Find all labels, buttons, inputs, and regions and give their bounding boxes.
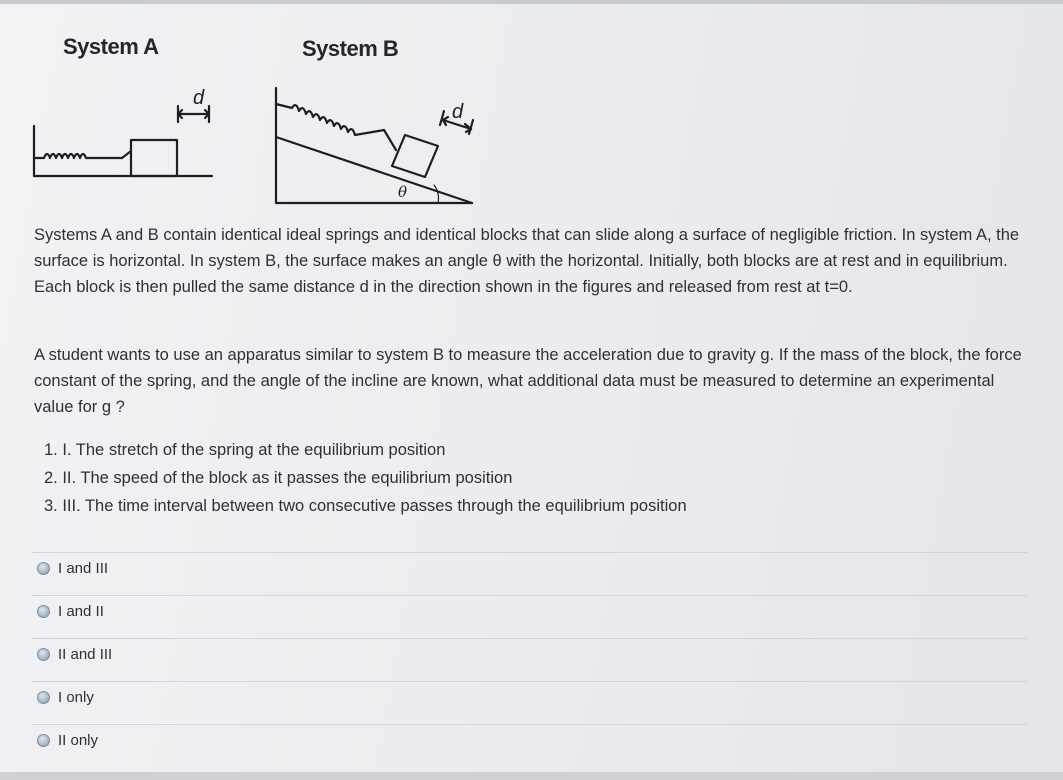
statement-list — [44, 436, 687, 520]
system-a-diagram — [34, 106, 212, 176]
system-a-d-label: d — [193, 87, 205, 109]
radio-button[interactable] — [37, 734, 50, 747]
radio-button[interactable] — [37, 562, 50, 575]
system-b-incline — [276, 137, 472, 203]
statement-item: 2. II. The speed of the block as it passes the equilibrium position — [44, 469, 513, 487]
answer-option[interactable] — [37, 686, 94, 708]
system-a-block — [131, 140, 177, 176]
system-b-d-label: d — [452, 101, 464, 123]
systems-figure — [0, 0, 1063, 215]
answer-option[interactable] — [37, 643, 112, 665]
answer-option[interactable] — [37, 729, 98, 751]
system-b-block — [392, 135, 438, 177]
system-a-spring — [34, 154, 122, 158]
option-divider — [32, 724, 1028, 725]
system-b-diagram — [276, 88, 473, 203]
system-b-angle-label: θ — [398, 183, 408, 201]
answer-option-label: II and III — [58, 645, 113, 663]
system-a-label: System A — [63, 34, 159, 59]
radio-button[interactable] — [37, 648, 50, 661]
radio-button[interactable] — [37, 605, 50, 618]
option-divider — [32, 638, 1028, 639]
answer-option[interactable] — [37, 600, 104, 622]
answer-option-label: II only — [58, 731, 99, 749]
answer-option-label: I and III — [58, 559, 109, 577]
answer-option-label: I and II — [58, 602, 104, 620]
statement-item: 3. III. The time interval between two consecutive passes through the equilibrium position — [44, 497, 687, 515]
option-divider — [32, 681, 1028, 682]
system-b-d-marker-left — [440, 111, 444, 125]
answer-option-label: I only — [58, 688, 94, 706]
option-divider — [32, 595, 1028, 596]
question-context-paragraph: Systems A and B contain identical ideal springs and identical blocks that can slide along a surface of negligible friction. In system A, the surface is horizontal. In system B, the surface makes an angle θ with the horizontal. Initially, both blocks are at rest and in equilibrium. Each block is then pulled the same distance d in the direction shown in the figures and released from rest at t=0. — [34, 226, 1020, 296]
question-prompt-paragraph: A student wants to use an apparatus similar to system B to measure the acceleration due to gravity g. If the mass of the block, the force constant of the spring, and the angle of the incline are known, what additional data must be measured to determine an experimental value for g ? — [34, 346, 1022, 416]
statement-item: 1. I. The stretch of the spring at the equilibrium position — [44, 441, 446, 459]
system-b-label: System B — [302, 36, 399, 61]
system-b-spring — [276, 104, 384, 135]
answer-option[interactable] — [37, 557, 108, 579]
option-divider — [32, 552, 1028, 553]
bottom-edge — [0, 772, 1063, 780]
radio-button[interactable] — [37, 691, 50, 704]
